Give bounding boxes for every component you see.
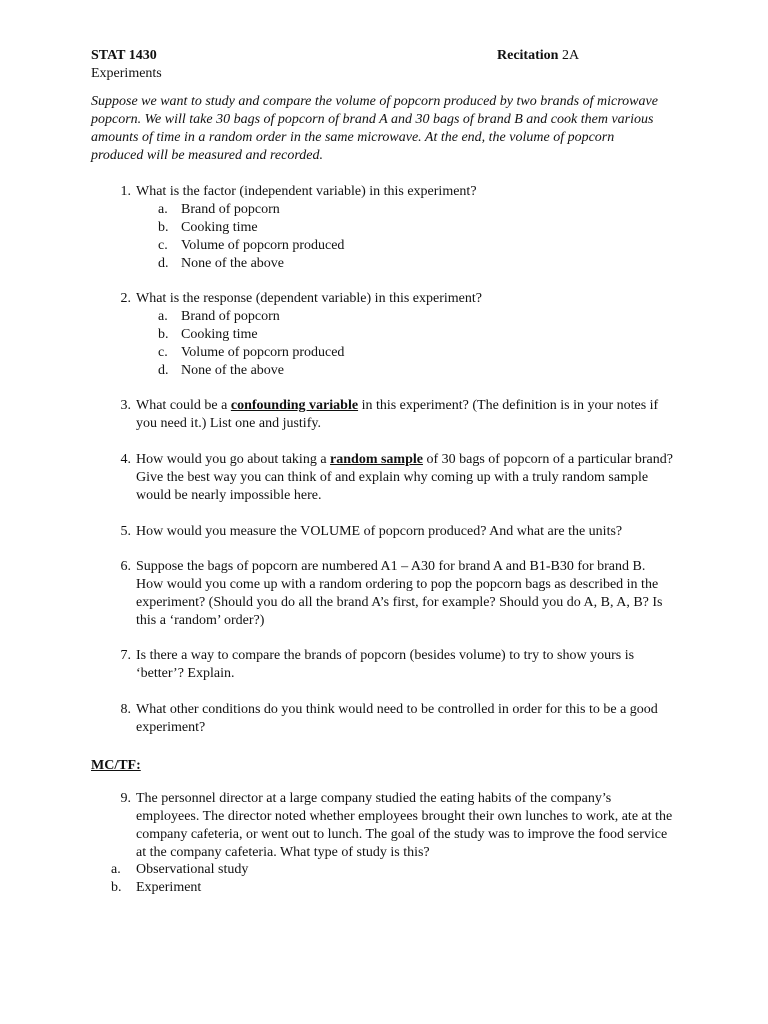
question-number: 7. (120, 648, 131, 663)
question-text: Is there a way to compare the brands of popcorn (besides volume) to try to show yours is ‘better’? Explain. (136, 648, 635, 681)
question-8 (111, 701, 683, 737)
key-term: random sample (330, 452, 423, 467)
question-text: The personnel director at a large company studied the eating habits of the company’s employees. The director noted whether employees brought their own lunches to work, ate at the company cafeteria, or went out to lunch. The goal of the study was to improve the food service at the company cafeteria. What type of study is this? (136, 791, 673, 860)
question-number: 5. (120, 524, 131, 539)
question-text: How would you measure the VOLUME of popcorn produced? And what are the units? (136, 524, 623, 539)
question-text: What is the factor (independent variable) in this experiment? (136, 184, 477, 199)
question-text: Suppose the bags of popcorn are numbered A1 – A30 for brand A and B1-B30 for brand B. How would you come up with a random ordering to pop the popcorn bags as described in the experiment? (Should you do all the brand A’s first, for example? Should you do A, B, A, B? Is this a ‘random’ order?) (136, 559, 663, 628)
question-text: What other conditions do you think would need to be controlled in order for this to be a good experiment? (136, 702, 658, 735)
question-number: 4. (120, 452, 131, 467)
intro-paragraph: Suppose we want to study and compare the volume of popcorn produced by two brands of microwave popcorn. We will take 30 bags of popcorn of brand A and 30 bags of brand B and cook them various amounts of time in a random order in the same microwave. At the end, the volume of popcorn produced will be measured and recorded. (91, 94, 658, 163)
question-3 (111, 397, 683, 433)
question-2 (111, 290, 683, 308)
question-text: What could be a confounding variable in this experiment? (The definition is in your notes if you need it.) List one and justify. (136, 398, 659, 431)
question-text: What is the response (dependent variable) in this experiment? (136, 291, 482, 306)
question-number: 3. (120, 398, 131, 413)
key-term: confounding variable (230, 398, 359, 413)
recitation (497, 47, 579, 65)
question-7 (111, 647, 683, 683)
question-number: 2. (120, 291, 131, 306)
question-number: 6. (120, 559, 131, 574)
question-number: 9. (120, 791, 131, 806)
page-subtitle: Experiments (91, 66, 162, 81)
question-1 (111, 183, 683, 201)
question-6 (111, 558, 683, 630)
document-page: STAT 1430 Recitation 2A Experiments Suppose we want to study and compare the volume of popcorn produced by two brands of microwave popcorn. We will take 30 bags of popcorn of brand A and 30 bags of brand B and cook them various amounts of time in a random order in the same microwave. At the end, the volume of popcorn produced will be measured and recorded. 1. What is the factor (independent variable) in this experiment? a. Brand of popcorn b. Cooking time c. Volume of popcorn produced d. None of the above 2. What is the response (dependent variable) in this experiment? a. Brand of popcorn b. Cooking time c. Volume of popcorn produced d. None of the above 3. What could be a confounding variable in this experiment? (The definition is in your notes if you need it.) List one and justify. 4. How would you go about taking a random sample of 30 bags of popcorn of a particular brand? Give the best way you can think of and explain why coming up with a truly random sample would be nearly impossible here. 5. How would you measure the VOLUME of popcorn produced? And what are the units? 6. Suppose the bags of popcorn are numbered A1 – A30 for brand A and B1-B30 for brand B. How would you come up with a random ordering to pop the popcorn bags as described in the experiment? (Should you do all the brand A’s first, for example? Should you do A, B, A, B? Is this a ‘random’ order?) 7. Is there a way to compare the brands of popcorn (besides volume) to try to show yours is ‘better’? Explain. 8. What other conditions do you think would need to be controlled in order for this to be a good experiment? MC/TF: 9. The personnel director at a large company studied the eating habits of the company’s employees. The director noted whether employees brought their own lunches to work, ate at the company cafeteria, or went out to lunch. The goal of the study was to improve the food service at the company cafeteria. What type of study is this? a. Observational study b. Experiment (0, 0, 768, 1024)
question-5 (111, 523, 683, 541)
course-code: STAT 1430 (91, 48, 157, 63)
recitation-value: 2A (561, 48, 580, 63)
mctf-heading: MC/TF: (91, 758, 141, 773)
question-number: 8. (120, 702, 131, 717)
recitation-label: Recitation (497, 48, 559, 63)
header (91, 47, 691, 65)
question-4 (111, 451, 683, 505)
question-text: How would you go about taking a random sample of 30 bags of popcorn of a particular brand? Give the best way you can think of and explain why coming up with a truly random sample would be nearly impossible here. (136, 452, 673, 503)
question-number: 1. (120, 184, 131, 199)
question-9 (111, 790, 683, 862)
